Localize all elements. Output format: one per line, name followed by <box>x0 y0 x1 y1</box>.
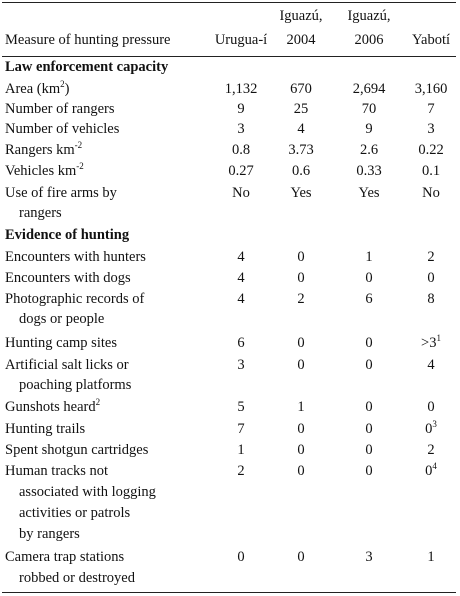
row-salt-value: 3 <box>237 357 245 373</box>
row-rangers-km-value: 2.6 <box>359 142 379 158</box>
row-rangers-km-value: 0.22 <box>418 142 444 158</box>
row-trails-value: 7 <box>237 421 245 437</box>
row-gunshots-label: Gunshots heard$^2$ <box>5 397 101 415</box>
row-camp-value: 0 <box>365 335 373 351</box>
row-vehicles-value: 9 <box>365 121 373 137</box>
row-rangers-label: Number of rangers <box>5 101 115 117</box>
row-gunshots-value: 0 <box>427 399 435 415</box>
row-salt-value: 0 <box>297 357 305 373</box>
row-tracks-value: $0^4$ <box>425 461 437 479</box>
row-vehicles-km-label: Vehicles $km^{-2}$ <box>5 161 84 179</box>
header-rule <box>2 56 456 57</box>
row-rangers-value: 70 <box>361 101 377 117</box>
row-salt-value: 0 <box>365 357 373 373</box>
row-vehicles-value: 3 <box>237 121 245 137</box>
row-camera-label: Camera trap stations <box>5 549 125 565</box>
row-camera-value: 0 <box>237 549 245 565</box>
row-tracks-label-cont: associated with logging <box>19 484 156 500</box>
row-firearms-value: No <box>232 185 250 201</box>
header-col3-line1: Iguazú, <box>347 8 391 24</box>
row-enc-hunters-value: 4 <box>237 249 245 265</box>
row-camera-value: 1 <box>427 549 435 565</box>
row-enc-hunters-value: 2 <box>427 249 435 265</box>
row-area-value: 670 <box>290 81 312 97</box>
row-trails-value: 0 <box>365 421 373 437</box>
row-gunshots-value: 0 <box>365 399 373 415</box>
row-enc-dogs-value: 0 <box>297 270 305 286</box>
row-cartridges-value: 0 <box>365 442 373 458</box>
row-enc-hunters-value: 0 <box>297 249 305 265</box>
row-photo-label-cont: dogs or people <box>19 311 105 327</box>
row-cartridges-value: 1 <box>237 442 245 458</box>
row-camp-value: 0 <box>297 335 305 351</box>
row-tracks-label: Human tracks not <box>5 463 109 479</box>
row-enc-dogs-value: 0 <box>427 270 435 286</box>
header-col4: Yabotí <box>411 32 450 48</box>
row-area-value: 3,160 <box>414 81 448 97</box>
row-trails-label: Hunting trails <box>5 421 86 437</box>
row-enc-dogs-label: Encounters with dogs <box>5 270 131 286</box>
row-firearms-value: Yes <box>290 185 312 201</box>
row-rangers-km-value: 0.8 <box>231 142 251 158</box>
row-firearms-value: Yes <box>358 185 380 201</box>
row-salt-label-cont: poaching platforms <box>19 377 132 393</box>
row-vehicles-km-value: 0.33 <box>356 163 382 179</box>
bottom-rule <box>2 592 456 593</box>
section-evidence-of-hunting: Evidence of hunting <box>5 227 130 243</box>
row-vehicles-value: 3 <box>427 121 435 137</box>
row-trails-value: $0^3$ <box>425 419 437 437</box>
header-col1: Urugua-í <box>214 32 268 48</box>
row-vehicles-km-value: 0.1 <box>421 163 441 179</box>
header-measure: Measure of hunting pressure <box>5 32 171 48</box>
header-col2-line1: Iguazú, <box>279 8 323 24</box>
row-salt-label: Artificial salt licks or <box>5 357 129 373</box>
row-photo-value: 6 <box>365 291 373 307</box>
row-tracks-value: 0 <box>365 463 373 479</box>
row-tracks-label-cont: by rangers <box>19 526 80 542</box>
row-vehicles-value: 4 <box>297 121 305 137</box>
row-photo-label: Photographic records of <box>5 291 145 307</box>
row-firearms-value: No <box>422 185 440 201</box>
row-photo-value: 8 <box>427 291 435 307</box>
row-gunshots-value: 5 <box>237 399 245 415</box>
row-area-value: 2,694 <box>352 81 386 97</box>
row-trails-value: 0 <box>297 421 305 437</box>
row-camp-value: $>3^1$ <box>421 333 441 351</box>
row-vehicles-km-value: 0.27 <box>228 163 254 179</box>
row-rangers-value: 9 <box>237 101 245 117</box>
row-rangers-value: 7 <box>427 101 435 117</box>
row-photo-value: 4 <box>237 291 245 307</box>
row-enc-hunters-label: Encounters with hunters <box>5 249 146 265</box>
row-enc-hunters-value: 1 <box>365 249 373 265</box>
row-camera-label-cont: robbed or destroyed <box>19 570 135 586</box>
row-rangers-km-label: Rangers $km^{-2}$ <box>5 140 83 158</box>
row-area-label: Area $(km^2)$ <box>5 79 70 97</box>
top-rule <box>2 2 456 3</box>
row-rangers-km-value: 3.73 <box>288 142 314 158</box>
row-vehicles-label: Number of vehicles <box>5 121 120 137</box>
row-cartridges-value: 0 <box>297 442 305 458</box>
row-cartridges-label: Spent shotgun cartridges <box>5 442 149 458</box>
row-camera-value: 0 <box>297 549 305 565</box>
row-rangers-value: 25 <box>293 101 309 117</box>
row-camp-value: 6 <box>237 335 245 351</box>
section-law-enforcement: Law enforcement capacity <box>5 59 169 75</box>
row-salt-value: 4 <box>427 357 435 373</box>
row-tracks-value: 2 <box>237 463 245 479</box>
row-tracks-value: 0 <box>297 463 305 479</box>
row-enc-dogs-value: 0 <box>365 270 373 286</box>
header-col2-line2: 2004 <box>286 32 316 48</box>
header-col3-line2: 2006 <box>354 32 384 48</box>
row-camp-label: Hunting camp sites <box>5 335 117 351</box>
row-vehicles-km-value: 0.6 <box>291 163 311 179</box>
row-camera-value: 3 <box>365 549 373 565</box>
row-area-value: 1,132 <box>224 81 258 97</box>
row-enc-dogs-value: 4 <box>237 270 245 286</box>
row-firearms-label-cont: rangers <box>19 205 62 221</box>
row-cartridges-value: 2 <box>427 442 435 458</box>
row-tracks-label-cont: activities or patrols <box>19 505 131 521</box>
row-firearms-label: Use of fire arms by <box>5 185 117 201</box>
row-photo-value: 2 <box>297 291 305 307</box>
row-gunshots-value: 1 <box>297 399 305 415</box>
